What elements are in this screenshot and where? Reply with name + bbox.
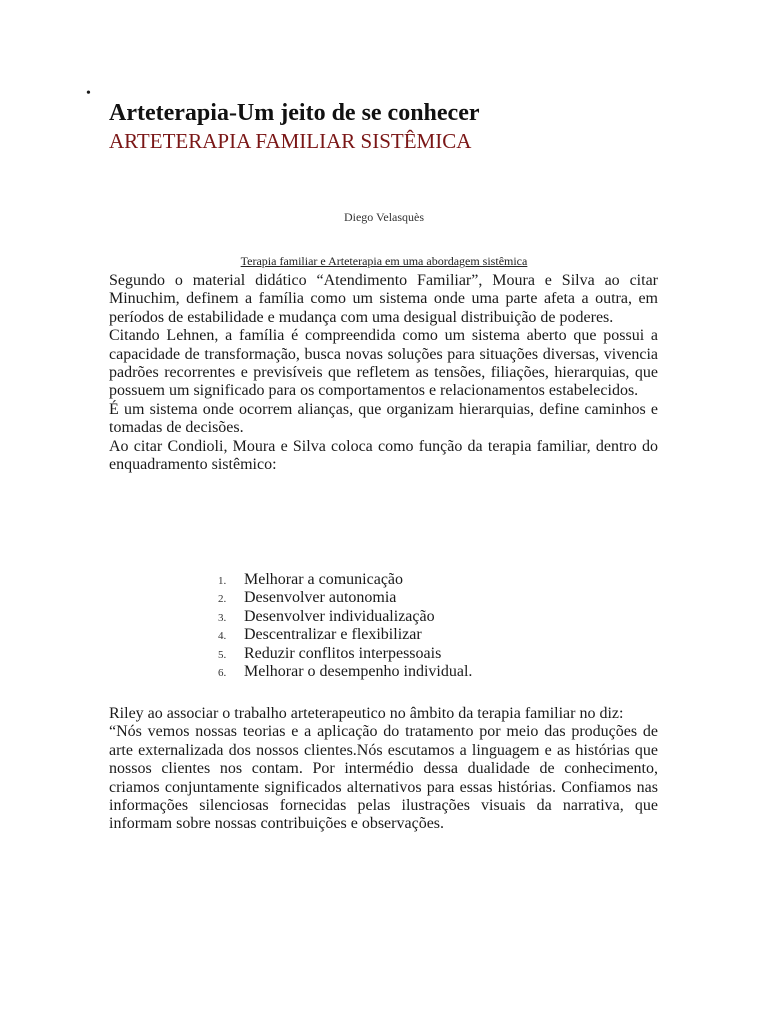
body-text-after-list [109,705,658,834]
list-number: 2. [218,593,227,606]
list-number: 5. [218,648,227,661]
list-item-text: Desenvolver autonomia [244,589,397,607]
paragraph: É um sistema onde ocorrem alianças, que organizam hierarquias, define caminhos e tomadas de decisões. [109,400,658,437]
paragraph: Riley ao associar o trabalho arteterapeutico no âmbito da terapia familiar no diz: [109,705,624,722]
therapy-goals-list [218,571,472,681]
list-number: 6. [218,667,227,680]
paragraph: Ao citar Condioli, Moura e Silva coloca como função da terapia familiar, dentro do enquadramento sistêmico: [109,437,658,474]
author-name: Diego Velasquès [343,210,425,224]
list-item [218,663,472,681]
page-title: Arteterapia-Um jeito de se conhecer [109,100,480,126]
list-item [218,645,472,663]
list-item-text: Reduzir conflitos interpessoais [244,644,442,662]
body-text-before-list [109,272,658,474]
list-number: 3. [218,611,227,624]
list-item [218,626,472,644]
list-number: 1. [218,575,227,587]
paragraph: Citando Lehnen, a família é compreendida como um sistema aberto que possui a capacidade de transformação, busca novas soluções para situações diversas, vivencia padrões recorrentes e previsíveis que refletem as tensões, filiações, hierarquias, que possuem um significado para os comportamentos e relacionamentos estabelecidos. [109,327,658,400]
list-number: 4. [218,630,227,643]
list-item-text: Desenvolver individualização [244,607,435,625]
quote-paragraph: “Nós vemos nossas teorias e a aplicação do tratamento por meio das produções de arte externalizada dos nossos clientes.Nós escutamos a linguagem e as histórias que nossos clientes nos contam. Por intermédio dessa dualidade de conhecimento, criamos conjuntamente significados alternativos para essas histórias. Confiamos nas informações silenciosas fornecidas pelas ilustrações visuais da narrativa, que informam sobre nossas contribuições e observações. [109,723,658,833]
list-item-text: Descentralizar e flexibilizar [244,626,422,644]
section-heading: Terapia familiar e Arteterapia em uma abordagem sistêmica [240,254,528,268]
list-item-text: Melhorar a comunicação [244,571,404,588]
list-item [218,608,472,626]
list-item [218,571,472,589]
list-bullet: • [86,86,91,101]
list-item-text: Melhorar o desempenho individual. [244,663,473,681]
paragraph: Segundo o material didático “Atendimento Familiar”, Moura e Silva ao citar Minuchim, definem a família como um sistema onde uma parte afeta a outra, em períodos de estabilidade e mudança com uma desigual distribuição de poderes. [109,272,658,326]
list-item [218,589,472,607]
page-subtitle: ARTETERAPIA FAMILIAR SISTÊMICA [109,129,472,153]
